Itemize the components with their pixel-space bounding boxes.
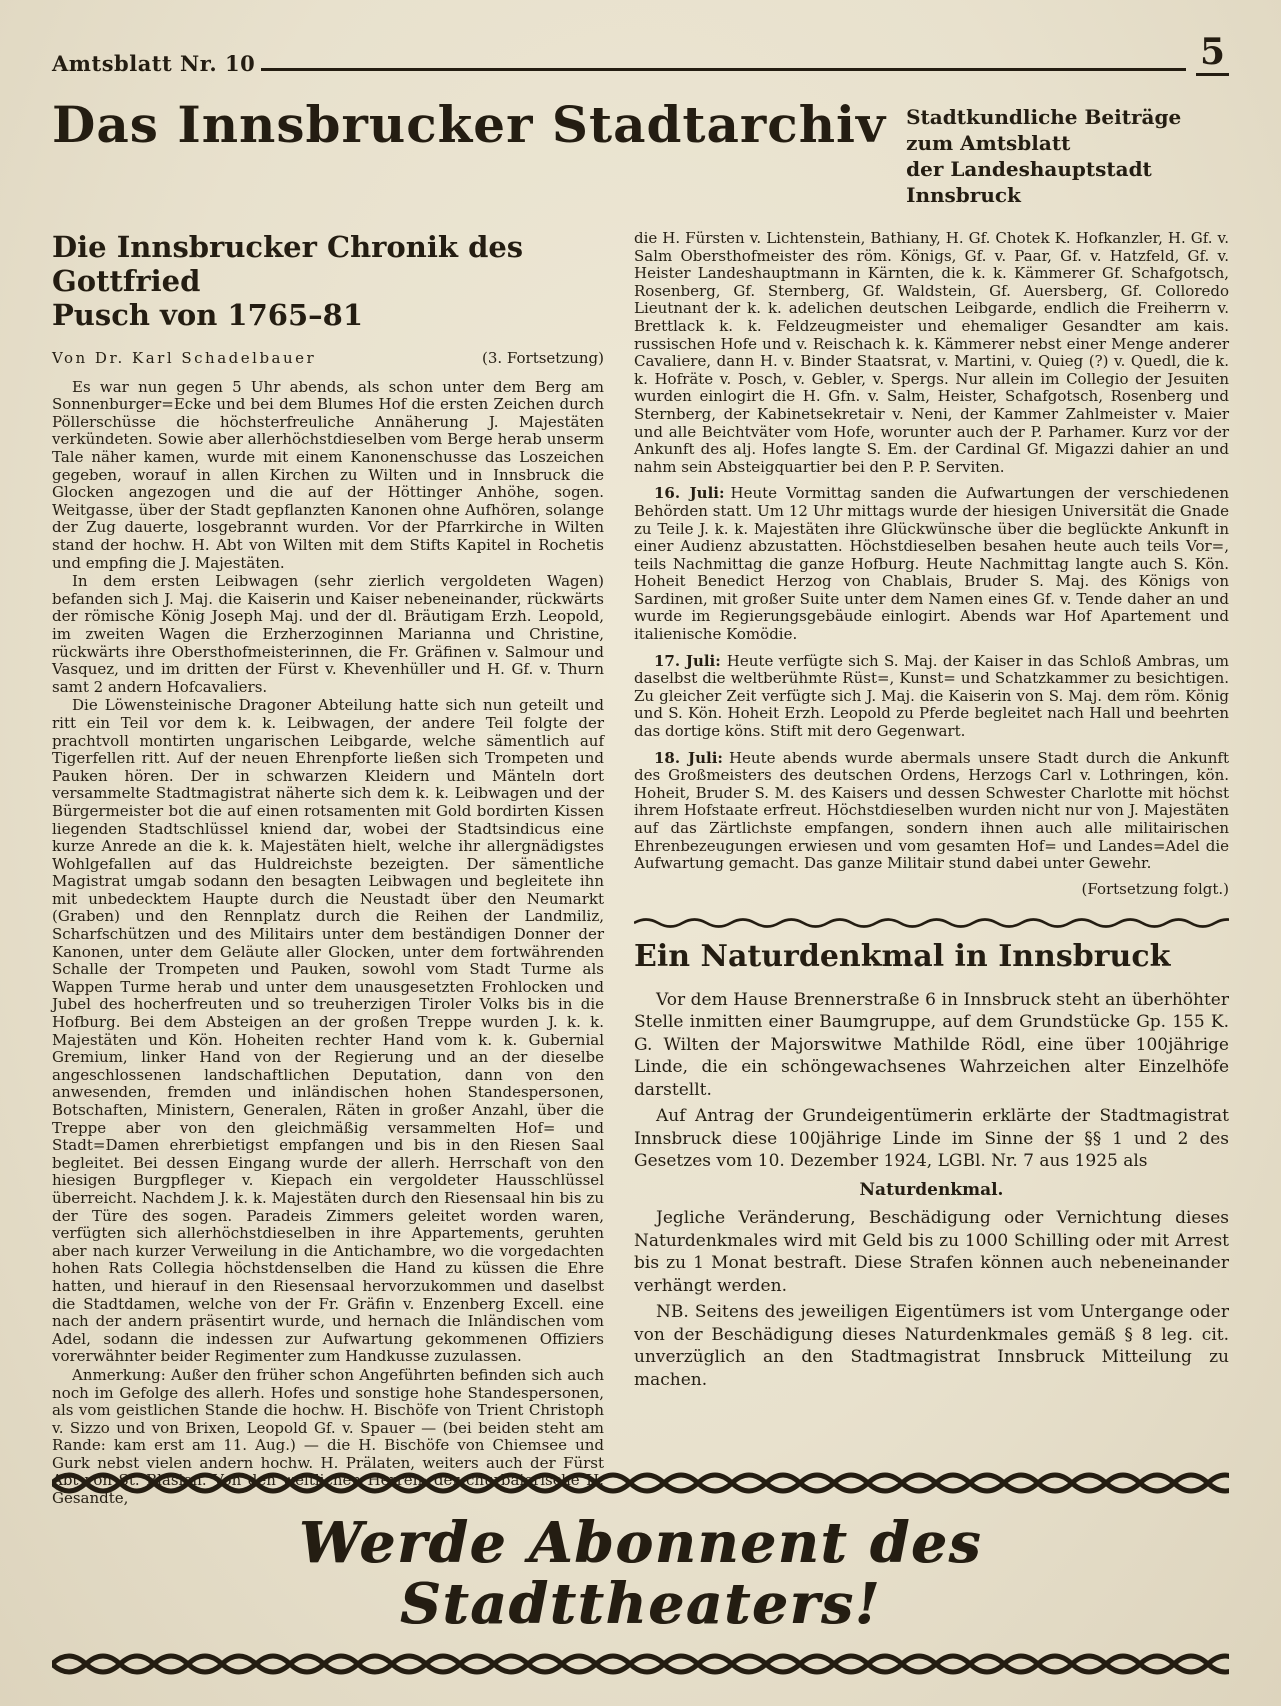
article1-heading bbox=[52, 230, 604, 333]
page-header bbox=[52, 31, 1229, 76]
subtitle-line-1: Stadtkundliche Beiträge zum Amtsblatt bbox=[906, 105, 1182, 155]
masthead-subtitle bbox=[906, 104, 1229, 208]
banner-text: Werde Abonnent des Stadttheaters! bbox=[298, 1509, 983, 1638]
paragraph: Vor dem Hause Brennerstraße 6 in Innsbruck steht an überhöhter Stelle inmitten einer Baumgruppe, auf dem Grundstücke Gp. 155 K. G. Wilten der Majorswitwe Mathilde Rödl, eine über 100jährige Linde, die ein schöngewachsenes Wahrzeichen alter Einzelhöfe darstellt. bbox=[634, 989, 1229, 1100]
column-layout bbox=[52, 230, 1229, 1508]
subtitle-line-2: der Landeshauptstadt Innsbruck bbox=[906, 157, 1152, 207]
diary-entry bbox=[634, 750, 1229, 873]
entry-text: Heute verfügte sich S. Maj. der Kaiser in das Schloß Ambras, um daselbst die weltberühmte Rüst=, Kunst= und Schatzkammer zu besichtigen. Zu gleicher Zeit verfügte sich J. Maj. die Kaiserin von S. Maj. dem röm. König und S. Kön. Hoheit Erzh. Leopold zu Pferde begleitet nach Hall und beehrten das dortige köns. Stift mit dero Gegenwart. bbox=[634, 651, 1229, 741]
page-number: 5 bbox=[1196, 34, 1229, 76]
paragraph: Jegliche Veränderung, Beschädigung oder Vernichtung dieses Naturdenkmales wird mit Geld bis zu 1000 Schilling oder mit Arrest bis zu 1 Monat bestraft. Diese Strafen können auch nebeneinander verhängt werden. bbox=[634, 1208, 1229, 1296]
gazette-name: Amtsblatt Nr. 10 bbox=[52, 51, 256, 76]
paragraph: Anmerkung: Außer den früher schon Angeführten befinden sich auch noch im Gefolge des allerh. Hofes und sonstige hohe Standespersonen, als vom geistlichen Stande die hochw. H. Bischöfe von Trient Christoph v. Sizzo und von Brixen, Leopold Gf. v. Spauer — (bei beiden steht am Rande: kam erst am 11. Aug.) — die H. Bischöfe von Chiemsee und Gurk nebst vielen andern hochw. H. Prälaten, weiters auch der Fürst Abt von St. Blasien. Von den weltlichen Herren: der churbaierische H. Gesandte, bbox=[52, 1365, 604, 1508]
paragraph: die H. Fürsten v. Lichtenstein, Bathiany, H. Gf. Chotek K. Hofkanzler, H. Gf. v. Salm Obersthofmeister des röm. Königs, Gf. v. Paar, Gf. v. Hatzfeld, Gf. v. Heister Landeshauptmann in Kärnten, die k. k. Kämmerer Gf. Schafgotsch, Rosenberg, Gf. Sternberg, Gf. Waldstein, Gf. Auersberg, Gf. Colloredo Lieutnant der k. k. adelichen deutschen Leibgarde, endlich die Freiherrn v. Brettlack k. k. Feldzeugmeister und ehemaliger Gesandter am kais. russischen Hofe und v. Reischach k. k. Kämmerer nebst einer Menge anderer Cavaliere, dann H. v. Binder Staatsrat, v. Martini, v. Quieg (?) v. Quedl, die k. k. Hofräte v. Posch, v. Gebler, v. Spergs. Nur allein im Collegio der Jesuiten wurden einlogirt die H. Gfn. v. Salm, Heister, Schafgotsch, Rosenberg und Sternberg, der Kabinetsekretair v. Neni, der Kammer Zahlmeister v. Maier und alle Beichtväter vom Hofe, worunter auch der P. Parhamer. Kurz vor der Ankunft des alj. Hofes langte S. Em. der Cardinal Gf. Migazzi dahier an und nahm sein Absteigquartier bei den P. P. Serviten. bbox=[634, 229, 1229, 476]
continuation-note: (Fortsetzung folgt.) bbox=[1081, 879, 1229, 898]
masthead bbox=[52, 95, 1229, 208]
zigzag-border-top bbox=[52, 1469, 1229, 1497]
right-column bbox=[634, 230, 1229, 1508]
entry-date: 16. Juli: bbox=[654, 484, 725, 503]
diary-entry bbox=[634, 485, 1229, 643]
paragraph: NB. Seitens des jeweiligen Eigentümers ist vom Untergange oder von der Beschädigung dieses Naturdenkmales gemäß § 8 leg. cit. unverzüglich an den Stadtmagistrat Innsbruck Mitteilung zu machen. bbox=[634, 1302, 1229, 1390]
left-column bbox=[52, 230, 604, 1508]
installment-note: (3. Fortsetzung) bbox=[481, 348, 604, 367]
article1-heading-line2: Pusch von 1765–81 bbox=[52, 298, 363, 333]
paragraph: In dem ersten Leibwagen (sehr zierlich vergoldeten Wagen) befanden sich J. Maj. die Kaiserin und Kaiser nebeneinander, rückwärts der römische König Joseph Maj. und der dl. Bräutigam Erzh. Leopold, im zweiten Wagen die Erzherzoginnen Marianna und Christine, rückwärts ihre Obersthofmeisterinnen, die Fr. Gräfinen v. Salmour und Vasquez, und im dritten der Fürst v. Khevenhüller und H. Gf. v. Thurn samt 2 andern Hofcavaliers. bbox=[52, 572, 604, 696]
article2 bbox=[634, 940, 1229, 1391]
entry-date: 18. Juli: bbox=[654, 748, 723, 767]
header-rule bbox=[261, 67, 1186, 71]
zigzag-border-bottom bbox=[52, 1650, 1229, 1678]
diary-entry bbox=[634, 653, 1229, 741]
decree-word: Naturdenkmal. bbox=[859, 1179, 1004, 1200]
paragraph: Die Löwensteinische Dragoner Abteilung hatte sich nun geteilt und ritt ein Teil vor dem k. k. Leibwagen, der andere Teil folgte der prachtvoll montirten ungarischen Leibgarde, welche sämentlich auf Tigerfellen ritt. Auf der neuen Ehrenpforte ließen sich Trompeten und Pauken hören. Der in schwarzen Kleidern und Mänteln dort versammelte Stadtmagistrat näherte sich dem k. k. Leibwagen und der Bürgermeister bot die auf einen rotsamenten mit Gold bordirten Kissen liegenden Stadtschlüssel kniend dar, wobei der Stadtsindicus eine kurze Anrede an die k. k. Majestäten hielt, welche ihr allergnädigstes Wohlgefallen auf das Huldreichste bezeigten. Der sämentliche Magistrat umgab sodann den besagten Leibwagen und begleitete ihn mit unbedecktem Haupte durch die Neustadt über den Neumarkt (Graben) und den Rennplatz durch die Reihen der Landmiliz, Scharfschützen und des Militairs unter dem beständigen Donner der Kanonen, unter dem Geläute aller Glocken, unter dem fortwährenden Schalle der Trompeten und Pauken, sowohl vom Stadt Turme als Wappen Turme herab und unter dem unausgesetzten Frohlocken und Jubel des hocherfreuten und so treuherzigen Tiroler Volks bis in die Hofburg. Bei dem Absteigen an der großen Treppe wurden J. k. k. Majestäten und Kön. Hoheiten rechter Hand vom k. k. Gubernial Gremium, linker Hand von der Regierung und an der dieselbe angeschlossenen landschaftlichen Deputation, dann von den anwesenden, fremden und inländischen hohen Standespersonen, Botschaften, Ministern, Generalen, Räten in großer Anzahl, über die Treppe aber von den gleichmäßig versammelten Hof= und Stadt=Damen ehrerbietigst empfangen und bis in den Riesen Saal begleitet. Bei dessen Eingang wurde der allerh. Herrschaft von den hiesigen Burgpfleger v. Kiepach ein vergoldeter Hausschlüssel überreicht. Nachdem J. k. k. Majestäten durch den Riesensaal hin bis zu der Türe des sogen. Paradeis Zimmers geleitet worden waren, verfügten sich allerhöchstdieselben in ihre Appartements, geruhten aber nach kurzer Verweilung in die Antichambre, wo die vorgedachten hohen Rats Collegia höchstdenselben die Hand zu küssen die Ehre hatten, und hierauf in den Riesensaal hervorzukommen und daselbst die Stadtdamen, welche von der Fr. Gräfin v. Enzenberg Excell. eine nach der andern präsentirt wurde, und hernach die Inländischen vom Adel, sodann die indessen zur Aufwartung gekommenen Offiziers vorerwähnter beider Regimenter zum Handkusse zuzulassen. bbox=[52, 696, 604, 1366]
byline-row bbox=[52, 349, 604, 367]
entry-text: Heute abends wurde abermals unsere Stadt durch die Ankunft des Großmeisters des deutschen Ordens, Herzogs Carl v. Lothringen, kön. Hoheit, Bruder S. M. des Kaisers und dessen Schwester Charlotte mit höchst ihrem Hofstaate erfreut. Höchstdieselben wurden nicht nur von J. Majestäten auf das Zärtlichste empfangen, sondern ihnen auch alle militairischen Ehrenbezeugungen erwiesen und vom gesamten Hof= und Landes=Adel die Aufwartung gemacht. Das ganze Militair stund dabei unter Gewehr. bbox=[634, 748, 1229, 873]
paragraph: Es war nun gegen 5 Uhr abends, als schon unter dem Berg am Sonnenburger=Ecke und bei dem Blumes Hof die ersten Zeichen durch Pöllerschüsse die höchsterfreuliche Annäherung J. Majestäten verkündeten. Sowie aber allerhöchstdieselben vom Berge herab unserm Tale näher kamen, wurde mit einem Kanonenschusse das Loszeichen gegeben, worauf in allen Kirchen zu Wilten und in Innsbruck die Glocken angezogen und die auf der Höttinger Anhöhe, sogen. Weitgasse, über der Stadt gepflanzten Kanonen ohne Aufhören, solange der Zug dauerte, losgebrannt wurden. Vor der Pfarrkirche in Wilten stand der hochw. H. Abt von Wilten mit dem Stifts Kapitel in Rochetis und empfing die J. Majestäten. bbox=[52, 377, 604, 572]
article1-heading-line1: Die Innsbrucker Chronik des Gottfried bbox=[52, 230, 524, 299]
advertisement-banner bbox=[52, 1469, 1229, 1678]
author-name: Von Dr. Karl Schadelbauer bbox=[52, 348, 317, 367]
entry-text: Heute Vormittag sanden die Aufwartungen der verschiedenen Behörden statt. Um 12 Uhr mittags wurde der hiesigen Universität die Gnade zu Teile J. k. k. Majestäten ihre Glückwünsche über die beglückte Ankunft in einer Audienz abzustatten. Höchstdieselben besahen heute auch teils Vor=, teils Nachmittag die ganze Hofburg. Heute Nachmittag langte auch S. Kön. Hoheit Benedict Herzog von Chablais, Bruder S. Maj. des Königs von Sardinen, mit großer Suite unter dem Namen eines Gf. v. Tende daher an und wurde im Regierungsgebäude einlogirt. Abends war Hof Apartement und italienische Komödie. bbox=[634, 484, 1229, 644]
wavy-divider bbox=[634, 916, 1229, 930]
paragraph: Auf Antrag der Grundeigentümerin erklärte der Stadtmagistrat Innsbruck diese 100jährige Linde im Sinne der §§ 1 und 2 des Gesetzes vom 10. Dezember 1924, LGBl. Nr. 7 aus 1925 als bbox=[634, 1106, 1229, 1172]
article1-continuation bbox=[634, 230, 1229, 898]
article2-heading: Ein Naturdenkmal in Innsbruck bbox=[634, 939, 1171, 975]
main-title: Das Innsbrucker Stadtarchiv bbox=[52, 95, 887, 154]
entry-date: 17. Juli: bbox=[654, 651, 721, 670]
